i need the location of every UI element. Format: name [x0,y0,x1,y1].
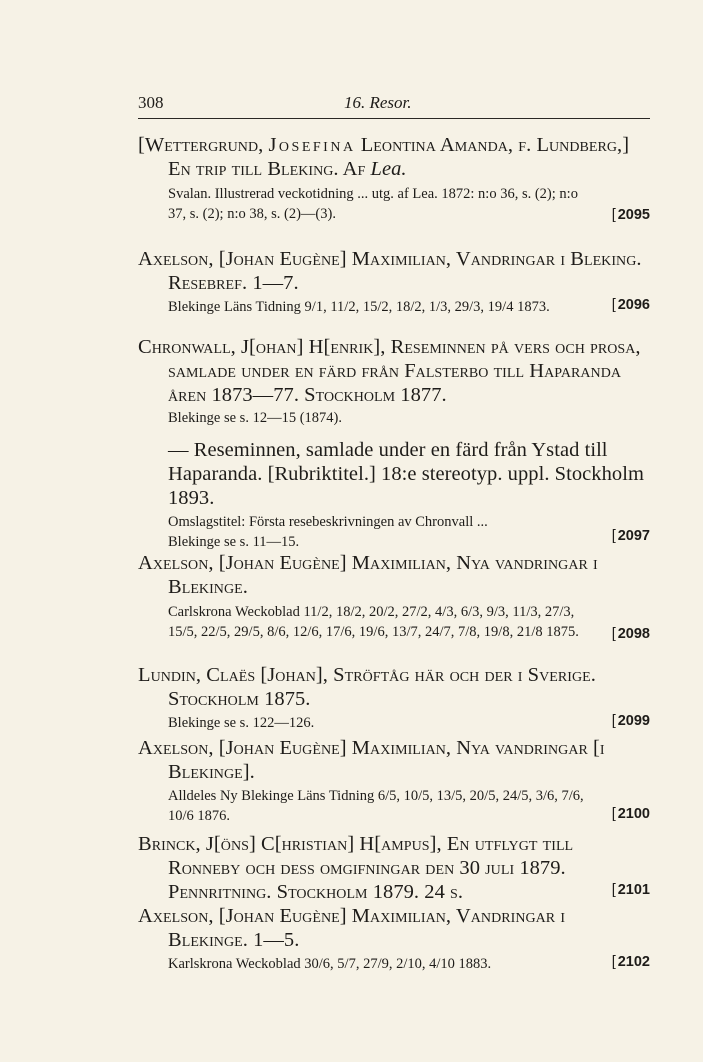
reference-number: [ 2100 [612,806,650,822]
entry-note: Blekinge se s. 12—15 (1874). [168,410,342,426]
entry-2100 [138,736,650,832]
reference-number: [ 2096 [612,297,650,313]
entry-note: Blekinge se s. 122—126. [168,715,315,731]
reference-number: [ 2101 [612,882,650,898]
entry-title: Axelson, [Johan Eugène] Maximilian, Vandringar i Bleking. Resebref. 1—7. [138,248,642,294]
entry-2096 [138,247,650,335]
bibliography-list [138,133,650,980]
entry-note: Omslagstitel: Första resebeskrivningen av Chronvall ... [168,514,488,530]
entry-title: Axelson, [Johan Eugène] Maximilian, Vandringar i Blekinge. 1—5. [138,905,566,951]
entry-2101 [138,832,650,904]
entry-title: Brinck, J[öns] C[hristian] H[ampus], En utflygt till Ronneby och dess omgifningar den 30 juli 1879. Pennritning. Stockholm 1879. 24 s. [138,833,574,903]
entry-title: Chronwall, J[ohan] H[enrik], Reseminnen på vers och prosa, samlade under en färd från Falsterbo till Haparanda åren 1873—77. Stockholm 1877. [138,336,641,406]
entry-title: Axelson, [Johan Eugène] Maximilian, Nya vandringar i Blekinge. [138,552,598,598]
entry-title: Lundin, Claës [Johan], Ströftåg här och der i Sverige. Stockholm 1875. [138,664,596,710]
entry-title-variant: — Reseminnen, samlade under en färd från Ystad till Haparanda. [Rubriktitel.] 18:e stereotyp. uppl. Stockholm 1893. [168,439,644,509]
reference-number: [ 2102 [612,954,650,970]
entry-note: Carlskrona Weckoblad 11/2, 18/2, 20/2, 27/2, 4/3, 6/3, 9/3, 11/3, 27/3, 15/5, 22/5, 29/5, 8/6, 12/6, 17/6, 19/6, 13/7, 24/7, 7/8, 19/8, 21/8 1875. [168,604,579,640]
reference-number: [ 2095 [612,207,650,223]
entry-note: Karlskrona Weckoblad 30/6, 5/7, 27/9, 2/10, 4/10 1883. [168,956,492,972]
entry-title: [Wettergrund, Josefina Leontina Amanda, f. Lundberg,] En trip till Bleking. Af Lea. [138,134,630,180]
entry-note: Blekinge se s. 11—15. [168,534,300,550]
reference-number: [ 2097 [612,528,650,544]
entry-2098 [138,551,650,663]
entry-2097 [138,335,650,551]
page-header [138,90,650,119]
entry-note: Svalan. Illustrerad veckotidning ... utg. af Lea. 1872: n:o 36, s. (2); n:o 37, s. (2); n:o 38, s. (2)—(3). [168,186,578,222]
reference-number: [ 2099 [612,713,650,729]
running-title: 16. Resor. [344,93,412,112]
reference-number: [ 2098 [612,626,650,642]
entry-2102 [138,904,650,980]
entry-title: Axelson, [Johan Eugène] Maximilian, Nya vandringar [i Blekinge]. [138,737,605,783]
page-number: 308 [138,93,164,112]
entry-2099 [138,663,650,736]
entry-2095 [138,133,650,247]
entry-note: Blekinge Läns Tidning 9/1, 11/2, 15/2, 18/2, 1/3, 29/3, 19/4 1873. [168,299,550,315]
entry-note: Alldeles Ny Blekinge Läns Tidning 6/5, 10/5, 13/5, 20/5, 24/5, 3/6, 7/6, 10/6 1876. [168,788,584,824]
